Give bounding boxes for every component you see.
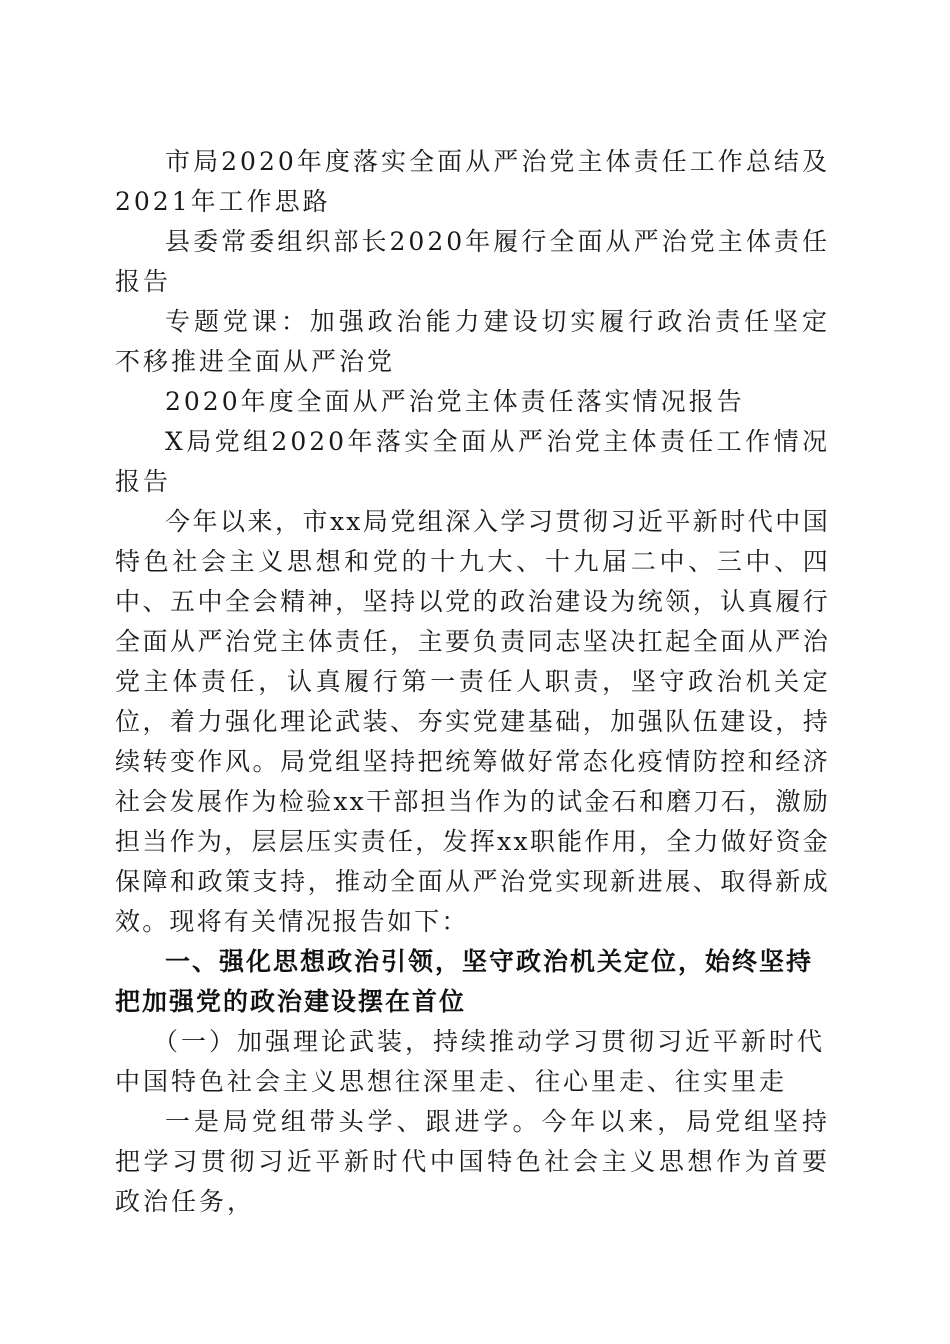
intro-paragraph: 今年以来，市xx局党组深入学习贯彻习近平新时代中国特色社会主义思想和党的十九大、十九届二中、三中、四中、五中全会精神，坚持以党的政治建设为统领，认真履行全面从严治党主体责任，主要负责同志坚决扛起全面从严治党主体责任，认真履行第一责任人职责，坚守政治机关定位，着力强化理论武装、夯实党建基础，加强队伍建设，持续转变作风。局党组坚持把统筹做好常态化疫情防控和经济社会发展作为检验xx干部担当作为的试金石和磨刀石，激励担当作为，层层压实责任，发挥xx职能作用，全力做好资金保障和政策支持，推动全面从严治党实现新进展、取得新成效。现将有关情况报告如下：	[115, 507, 830, 936]
related-title-1: 市局2020年度落实全面从严治党主体责任工作总结及2021年工作思路	[115, 147, 830, 216]
related-title-3: 专题党课：加强政治能力建设切实履行政治责任坚定不移推进全面从严治党	[115, 307, 830, 376]
document-body	[115, 142, 830, 1222]
section-1-heading: 一、强化思想政治引领，坚守政治机关定位，始终坚持把加强党的政治建设摆在首位	[115, 947, 814, 1016]
main-title: X局党组2020年落实全面从严治党主体责任工作情况报告	[115, 427, 830, 496]
point-1-paragraph: 一是局党组带头学、跟进学。今年以来，局党组坚持把学习贯彻习近平新时代中国特色社会主义思想作为首要政治任务，	[115, 1107, 830, 1216]
subsection-1-heading: （一）加强理论武装，持续推动学习贯彻习近平新时代中国特色社会主义思想往深里走、往心里走、往实里走	[115, 1027, 826, 1096]
related-title-2: 县委常委组织部长2020年履行全面从严治党主体责任报告	[115, 227, 830, 296]
related-title-4: 2020年度全面从严治党主体责任落实情况报告	[165, 387, 745, 416]
